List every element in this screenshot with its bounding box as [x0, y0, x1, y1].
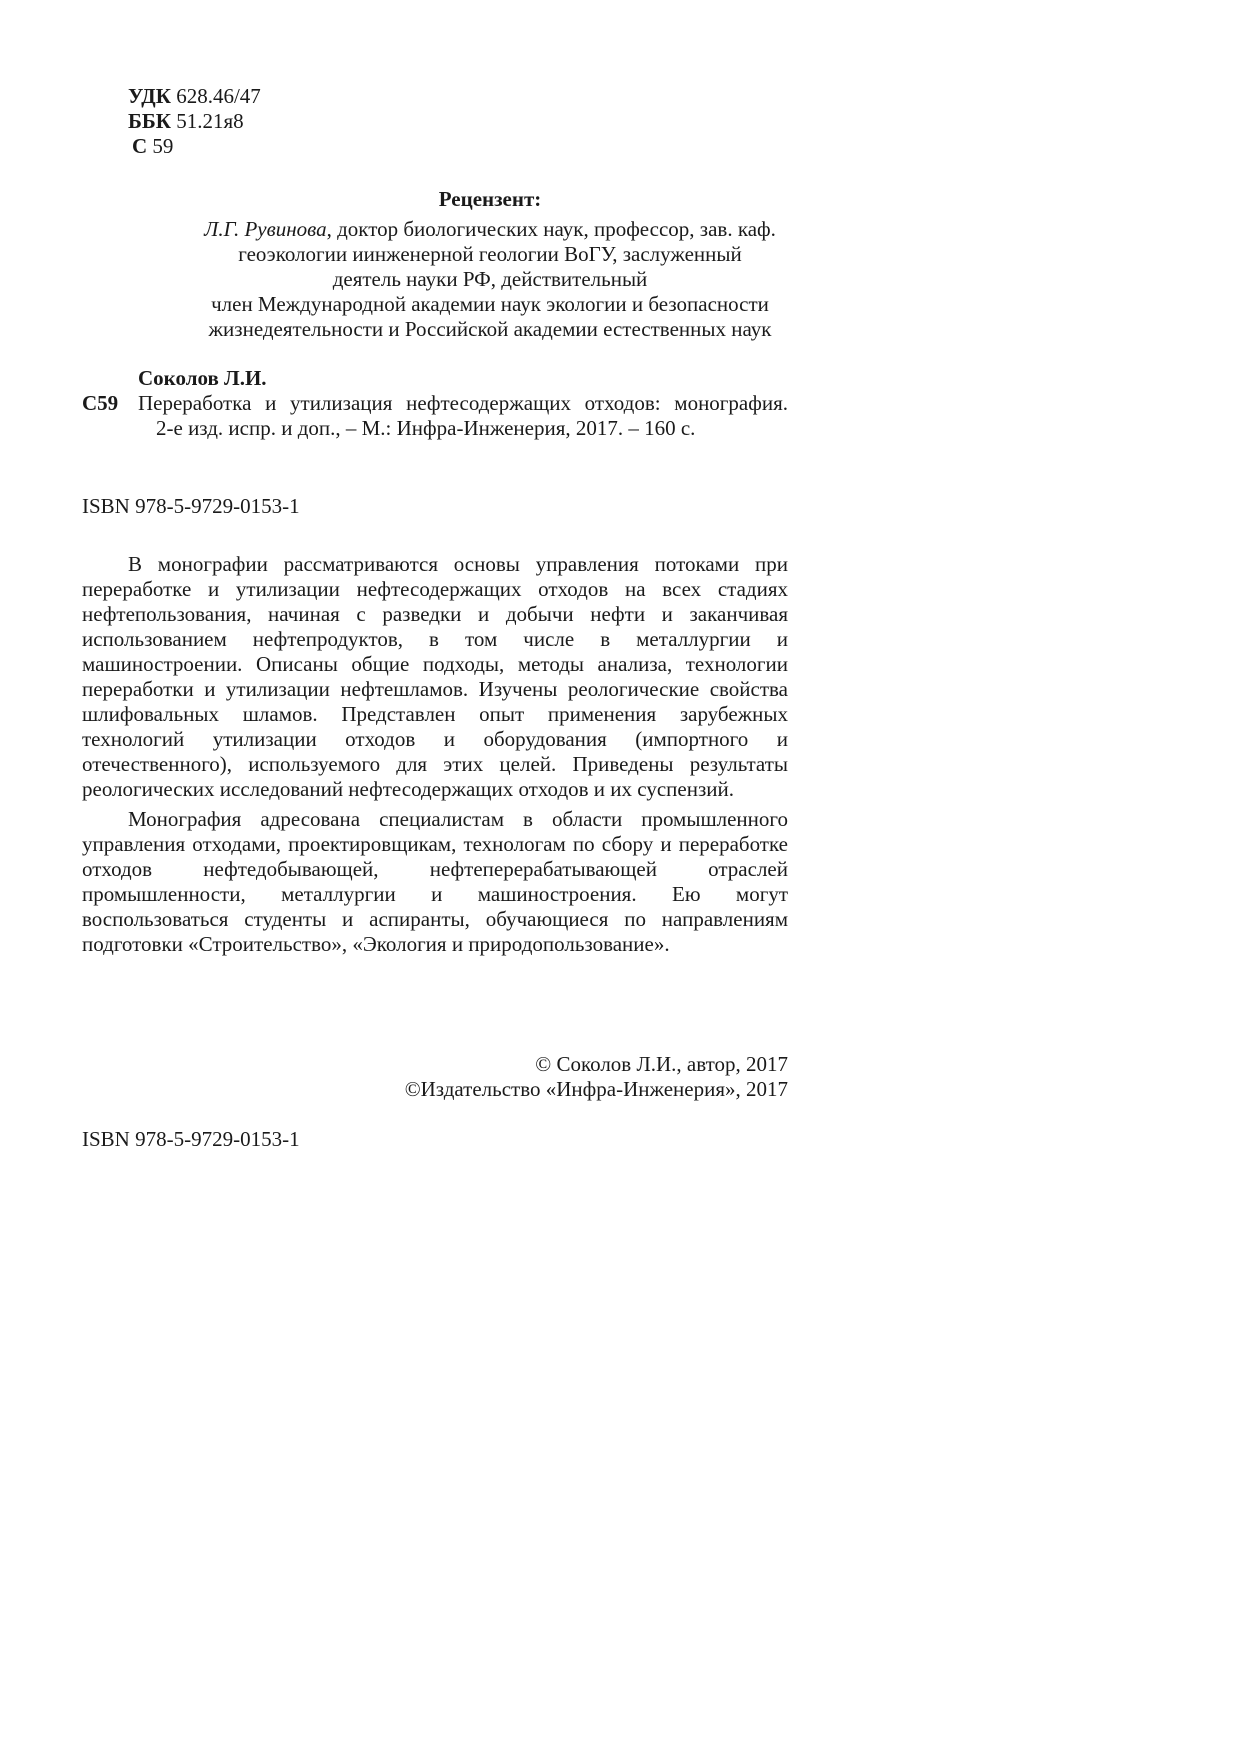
copyright-author: © Соколов Л.И., автор, 2017	[535, 1052, 788, 1076]
book-author: Соколов Л.И.	[138, 366, 267, 390]
reviewer-heading: Рецензент:	[438, 187, 542, 211]
isbn-bottom: ISBN 978-5-9729-0153-1	[82, 1127, 300, 1151]
copyright-publisher: ©Издательство «Инфра-Инженерия», 2017	[404, 1077, 788, 1101]
reviewer-line: жизнедеятельности и Российской академии естественных наук	[208, 317, 772, 341]
reviewer-line: Л.Г. Рувинова, доктор биологических наук, профессор, зав. каф.	[204, 217, 776, 241]
book-title-line: Переработка и утилизация нефтесодержащих отходов: монография.	[138, 391, 788, 415]
reviewer-block	[110, 187, 870, 342]
isbn-top: ISBN 978-5-9729-0153-1	[82, 494, 300, 518]
abstract-paragraph: Монография адресована специалистам в области промышленного управления отходами, проектировщикам, технологам по сбору и переработке отходов нефтедобывающей, нефтеперерабатывающей отраслей промышленности, металлургии и машиностроения. Ею могут воспользоваться студенты и аспиранты, обучающиеся по направлениям подготовки «Строительство», «Экология и природопользование».	[82, 807, 788, 956]
abstract	[82, 552, 788, 962]
bibliographic-entry	[82, 391, 788, 441]
abstract-paragraph: В монографии рассматриваются основы управления потоками при переработке и утилизации нефтесодержащих отходов на всех стадиях нефтепользования, начиная с разведки и добычи нефти и заканчивая использованием нефтепродуктов, в том числе в металлургии и машиностроении. Описаны общие подходы, методы анализа, технологии переработки и утилизации нефтешламов. Изучены реологические свойства шлифовальных шламов. Представлен опыт применения зарубежных технологий утилизации отходов и оборудования (импортного и отечественного), используемого для этих целей. Приведены результаты реологических исследований нефтесодержащих отходов и их суспензий.	[82, 552, 788, 801]
book-edition-line: 2-е изд. испр. и доп., – М.: Инфра-Инженерия, 2017. – 160 с.	[156, 416, 696, 440]
author-mark-line: С 59	[132, 134, 174, 158]
reviewer-line: деятель науки РФ, действительный	[332, 267, 648, 291]
author-mark: С59	[82, 391, 119, 415]
copyright-block	[405, 1052, 788, 1102]
reviewer-line: член Международной академии наук экологии и безопасности	[211, 292, 769, 316]
reviewer-name: Л.Г. Рувинова	[204, 217, 327, 241]
reviewer-line: геоэкологии иинженерной геологии ВоГУ, заслуженный	[238, 242, 742, 266]
classification-codes	[128, 84, 261, 159]
bbk-line: ББК 51.21я8	[128, 109, 244, 133]
udk-line: УДК 628.46/47	[128, 84, 261, 108]
